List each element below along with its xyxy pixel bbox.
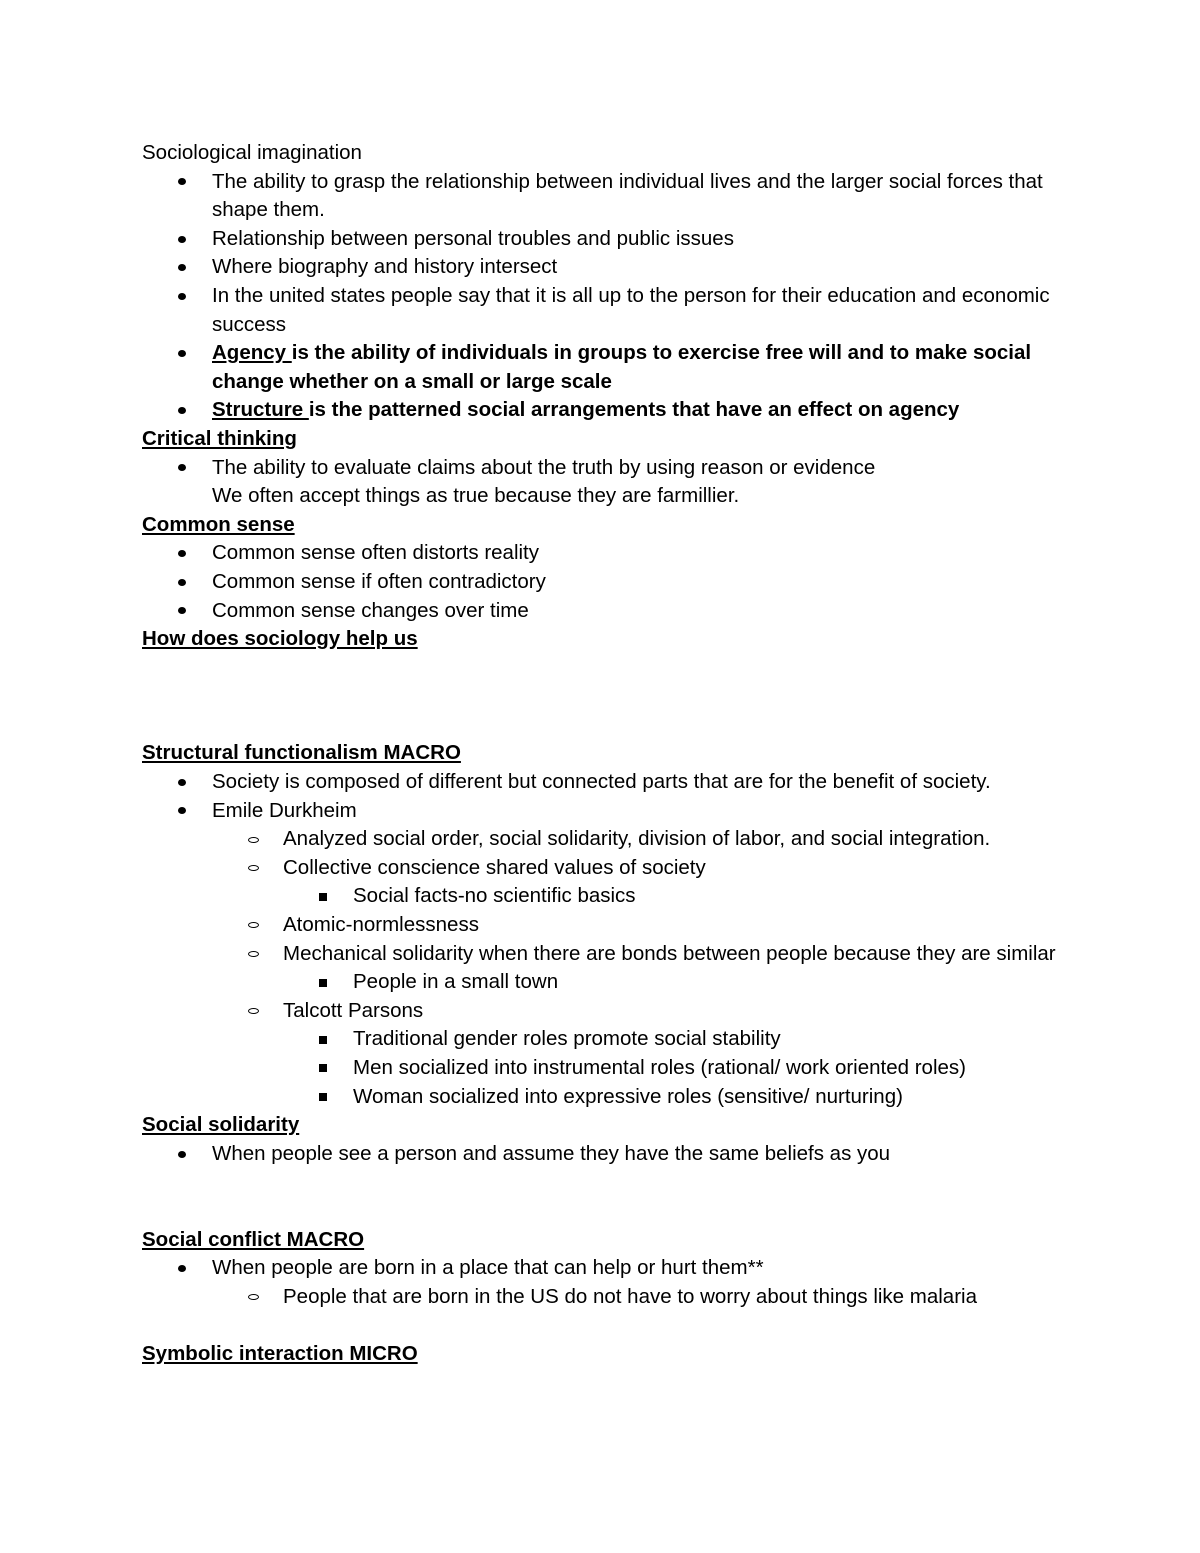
list-item <box>142 454 1072 483</box>
term-structure: Structure <box>212 398 309 422</box>
blank-line <box>142 1168 1072 1197</box>
section-title-structural-functionalism: Structural functionalism MACRO <box>142 741 461 765</box>
list-item <box>142 568 1072 597</box>
continuation-text: We often accept things as true because they are farmillier. <box>212 484 740 508</box>
blank-line <box>142 1197 1072 1226</box>
list-item-text: Woman socialized into expressive roles (sensitive/ nurturing) <box>353 1084 903 1108</box>
bullet-icon <box>172 339 192 368</box>
bullet-icon <box>172 253 192 282</box>
list-item-text: In the united states people say that it is all up to the person for their education and economic success <box>212 283 1050 336</box>
bullet-icon <box>172 797 192 826</box>
bullet-icon <box>172 454 192 483</box>
bullet-icon <box>172 168 192 197</box>
hollow-bullet-icon <box>243 1283 263 1312</box>
list-item-text: People that are born in the US do not have to worry about things like malaria <box>283 1284 977 1308</box>
hollow-bullet-icon <box>243 825 263 854</box>
list-item-text: Traditional gender roles promote social stability <box>353 1027 781 1051</box>
section-title-common-sense: Common sense <box>142 512 295 536</box>
blank-line <box>142 1311 1072 1340</box>
sub-sub-list-item <box>142 1025 1072 1054</box>
bullet-icon <box>172 1140 192 1169</box>
list-item-text: When people are born in a place that can help or hurt them** <box>212 1256 764 1280</box>
list-item-text: Common sense often distorts reality <box>212 541 539 565</box>
list-item <box>142 253 1072 282</box>
section-title-sociological-imagination: Sociological imagination <box>142 141 362 164</box>
list-item-text: Talcott Parsons <box>283 998 424 1022</box>
list-item-text: Collective conscience shared values of society <box>283 855 706 879</box>
blank-line <box>142 711 1072 740</box>
document-body <box>142 139 1072 1369</box>
definition-structure: is the patterned social arrangements that have an effect on agency <box>308 398 960 422</box>
list-item-structure <box>142 396 1072 425</box>
square-bullet-icon <box>313 1083 333 1112</box>
blank-line <box>142 682 1072 711</box>
list-item <box>142 768 1072 797</box>
sub-list-item <box>142 940 1072 969</box>
hollow-bullet-icon <box>243 911 263 940</box>
list-item <box>142 539 1072 568</box>
section-title-symbolic-interaction: Symbolic interaction MICRO <box>142 1341 418 1365</box>
list-item-text: Social facts-no scientific basics <box>353 884 636 908</box>
list-item-text: Common sense if often contradictory <box>212 569 546 593</box>
list-item <box>142 282 1072 339</box>
definition-agency: is the ability of individuals in groups to exercise free will and to make social change whether on a small or large scale <box>212 341 1032 393</box>
sub-sub-list-item <box>142 882 1072 911</box>
term-agency: Agency <box>212 341 292 365</box>
list-item-text: Emile Durkheim <box>212 798 357 822</box>
bullet-icon <box>172 568 192 597</box>
bullet-icon <box>172 768 192 797</box>
sub-list-item <box>142 825 1072 854</box>
bullet-icon <box>172 396 192 425</box>
sub-sub-list-item <box>142 968 1072 997</box>
sub-list-item <box>142 1283 1072 1312</box>
list-item-text: People in a small town <box>353 970 559 994</box>
square-bullet-icon <box>313 968 333 997</box>
bullet-icon <box>172 1254 192 1283</box>
section-title-how-sociology-helps: How does sociology help us <box>142 627 418 651</box>
list-item <box>142 168 1072 225</box>
sub-sub-list-item <box>142 1083 1072 1112</box>
square-bullet-icon <box>313 882 333 911</box>
sub-sub-list-item <box>142 1054 1072 1083</box>
list-item-text: The ability to grasp the relationship between individual lives and the larger social forces that shape them. <box>212 169 1043 222</box>
list-item <box>142 1140 1072 1169</box>
sub-list-item <box>142 854 1072 883</box>
square-bullet-icon <box>313 1054 333 1083</box>
section-title-critical-thinking: Critical thinking <box>142 426 297 450</box>
list-item-text: Where biography and history intersect <box>212 255 558 279</box>
hollow-bullet-icon <box>243 997 263 1026</box>
bullet-icon <box>172 539 192 568</box>
square-bullet-icon <box>313 1025 333 1054</box>
bullet-icon <box>172 597 192 626</box>
list-item-text: Analyzed social order, social solidarity, division of labor, and social integration. <box>283 827 991 851</box>
section-title-social-conflict: Social conflict MACRO <box>142 1227 365 1251</box>
hollow-bullet-icon <box>243 854 263 883</box>
bullet-icon <box>172 282 192 311</box>
list-item-text: Relationship between personal troubles and public issues <box>212 226 734 250</box>
list-item-text: Atomic-normlessness <box>283 913 479 937</box>
sub-list-item <box>142 997 1072 1026</box>
list-item-text: Mechanical solidarity when there are bonds between people because they are similar <box>283 941 1056 965</box>
list-item-text: Common sense changes over time <box>212 598 529 622</box>
list-item-text: When people see a person and assume they have the same beliefs as you <box>212 1141 891 1165</box>
sub-list-item <box>142 911 1072 940</box>
list-item-agency <box>142 339 1072 396</box>
hollow-bullet-icon <box>243 940 263 969</box>
blank-line <box>142 654 1072 683</box>
list-item-text: Society is composed of different but connected parts that are for the benefit of society. <box>212 770 991 794</box>
list-item-text: The ability to evaluate claims about the truth by using reason or evidence <box>212 455 876 479</box>
list-item <box>142 797 1072 826</box>
section-title-social-solidarity: Social solidarity <box>142 1113 300 1137</box>
list-item <box>142 597 1072 626</box>
list-item <box>142 1254 1072 1283</box>
list-item-text: Men socialized into instrumental roles (rational/ work oriented roles) <box>353 1056 966 1079</box>
list-item <box>142 225 1072 254</box>
bullet-icon <box>172 225 192 254</box>
